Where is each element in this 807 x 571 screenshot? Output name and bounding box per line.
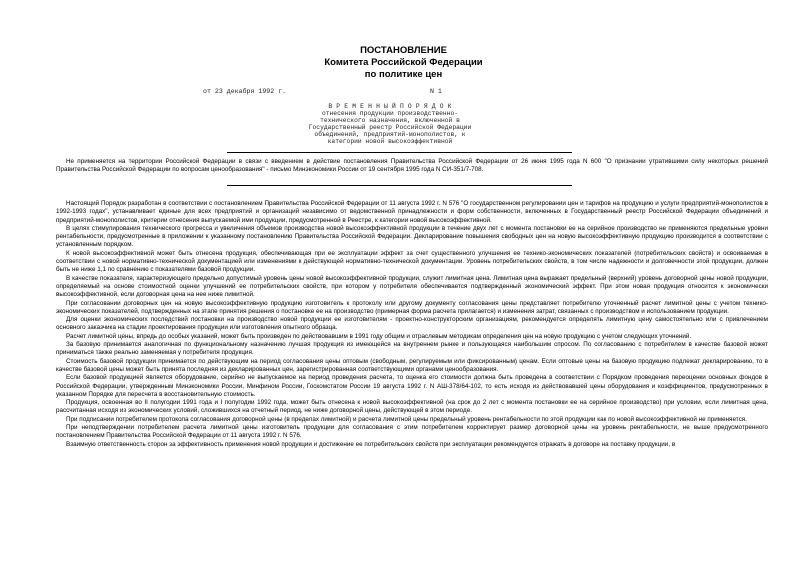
paragraph: В качестве показателя, характеризующего предельно допустимый уровень цены новой высокоэффективной продукции, служит лимитная цена. Лимитная цена выражает предельный (верхний) уровень договорной цены новой продукции, определяемый на основе стоимостной оценки улучшений ее потребительских свойств, при котором у потребителя обеспечивается подтвержденный экономический эффект. При этом новая продукция относится к экономически высокоэффективной, если договорная цена на нее ниже лимитной. (56, 274, 768, 299)
paragraph: Продукция, освоенная во II полугодии 1991 года и I полугодии 1992 года, может быть отнесена к новой высокоэффективной (на срок до 2 лет с момента постановки ее на серийное производство) при условии, если лимитная цена, рассчитанная исходя из экономических условий, сложившихся на отчетный период, не ниже договорной цены, действующей в этом периоде. (56, 399, 768, 415)
decree-title-line2: Комитета Российской Федерации (324, 57, 483, 68)
paragraph: При согласовании договорных цен на новую высокоэффективную продукцию изготовитель к протоколу или другому документу согласования цены представляет потребителю уточненный расчет лимитной цены с учетом технико-экономических показателей, подтвержденных на этапе принятия решения о постановке ее на производство (примерная форма расчета прилагается) и изменения затрат, связанных с производством и использованием продукции. (56, 299, 768, 315)
paragraph: При подписании потребителем протокола согласования договорной цены (в пределах лимитной) и расчета лимитной цены предельный уровень рентабельности по этой продукции как по новой высокоэффективной не применяется. (66, 415, 747, 423)
decree-number: N 1 (430, 88, 442, 95)
applicability-note-text: Не применяется на территории Российской Федерации в связи с введением в действие постановления Правительства Российской Федерации от 26 июня 1995 года N 600 "О признании утратившими силу некоторых решений Правительства Российской Федерации по вопросам ценообразования" - письмо Минэкономики России от 19 сентября 1995 года N СИ-351/7-708. (56, 158, 768, 174)
paragraph: В целях стимулирования технического прогресса и увеличения объемов производства новой высокоэффективной продукции в течение двух лет с момента постановки ее на серийное производство не применяются предельные уровни рентабельности, предусмотренные в приложении к указанному постановлению Правительства Российской Федерации. Декларирование повышения свободных цен на новую высокоэффективную продукцию производится в соответствии с установленным порядком. (56, 224, 768, 249)
paragraph: Если базовой продукцией является оборудование, серийно не выпускаемое на период проведения расчета, то оценка его стоимости должна быть проведена в соответствии с Порядком проведения переоценки основных фондов в Российской Федерации, утвержденным Минэкономики России, Минфином России, Госкомстатом России 19 августа 1992 г. N АШ-378/64-102, то есть исходя из действовавшей цены оборудования и коэффициентов, предусмотренных в указанном Порядке для пересчета в восстановительную стоимость. (56, 374, 768, 398)
paragraph: Для оценки экономических последствий постановки на производство новой продукции ее изготовителям - проектно-конструкторским организациям, рекомендуется определять лимитную цену самостоятельно или с привлечением основного заказчика на стадии проектирования продукции или изготовления опытного образца. (56, 316, 768, 332)
paragraph: За базовую принимается аналогичная по функциональному назначению лучшая продукция из имеющейся на внутреннем рынке и пользующаяся наибольшим спросом. По согласованию с потребителем в качестве базовой может приниматься также реально заменяемая у потребителя продукция. (56, 341, 768, 357)
paragraph: К новой высокоэффективной может быть отнесена продукция, обеспечивающая при ее эксплуатации эффект за счет существенного улучшения ее технико-экономических показателей (потребительских свойств) и освоиваемая в соответствии с новой нормативно-технической документацией или изменениями к действующей нормативно-технической документации. Уровень потребительских свойств, в том числе надежности и долговечности этой продукции, должен быть не ниже 1,1 по сравнению с показателями базовой продукции. (56, 249, 768, 274)
order-title-line2: отнесения продукции производственно- (321, 110, 459, 118)
order-title-line1: В Р Е М Е Н Н Ы Й П О Р Я Д О К (328, 103, 452, 110)
paragraph: Взаимную ответственность сторон за эффективность применения новой продукции и достижение ее потребительских свойств при эксплуатации рекомендуется отражать в договоре на поставку продукции, в (66, 440, 676, 448)
paragraph: Расчет лимитной цены, впредь до особых указаний, может быть произведен по действовавшим в 1991 году общим и отраслевым методикам определения цен на новую продукцию с учетом следующих уточнений. (66, 332, 692, 340)
order-title-line6: категории новой высокоэффективной (327, 138, 453, 146)
divider-top (227, 152, 572, 153)
applicability-note (56, 158, 768, 175)
decree-date: от 23 декабря 1992 г. (203, 88, 287, 95)
paragraph: Настоящий Порядок разработан в соответствии с постановлением Правительства Российской Федерации от 11 августа 1992 г. N 576 "О государственном регулировании цен и тарифов на продукцию и услуги предприятий-монополистов в 1992-1993 годах", устанавливает единые для всех предприятий и организаций независимо от ведомственной принадлежности и форм собственности, включенных в Государственный реестр Российской Федерации объединений и предприятий-монополистов, критерии отнесения выпускаемой ими продукции, предусмотренной в Реестре, к категории новой высокоэффективной. (56, 200, 768, 224)
decree-title-line1: ПОСТАНОВЛЕНИЕ (360, 45, 447, 56)
divider-bottom (227, 185, 572, 186)
paragraph: При неподтверждении потребителем расчета лимитной цены изготовитель продукции для согласования с этим потребителем корректирует размер договорной цены на уровень рентабельности, не выше предусмотренного постановлением Правительства Российской Федерации от 11 августа 1992 г. N 576. (56, 424, 768, 440)
decree-title-line3: по политике цен (364, 69, 443, 80)
decree-title (0, 45, 807, 81)
order-title-line5: объединений, предприятий-монополистов, к (314, 131, 466, 139)
order-title (150, 103, 630, 146)
document-body (56, 200, 768, 449)
order-title-line3: технического назначения, включенной в (320, 117, 460, 125)
order-title-line4: Государственный реестр Российской Федерации (308, 124, 472, 132)
paragraph: Стоимость базовой продукции принимается по действующим на период согласования цены оптовым (свободным, регулируемым или фиксированным) ценам. Если оптовые цены на базовую продукцию подлежат декларированию, то в качестве базовой цены может быть принята последняя из декларированных цен, зарегистрированная соответствующими органами ценообразования. (56, 357, 768, 373)
